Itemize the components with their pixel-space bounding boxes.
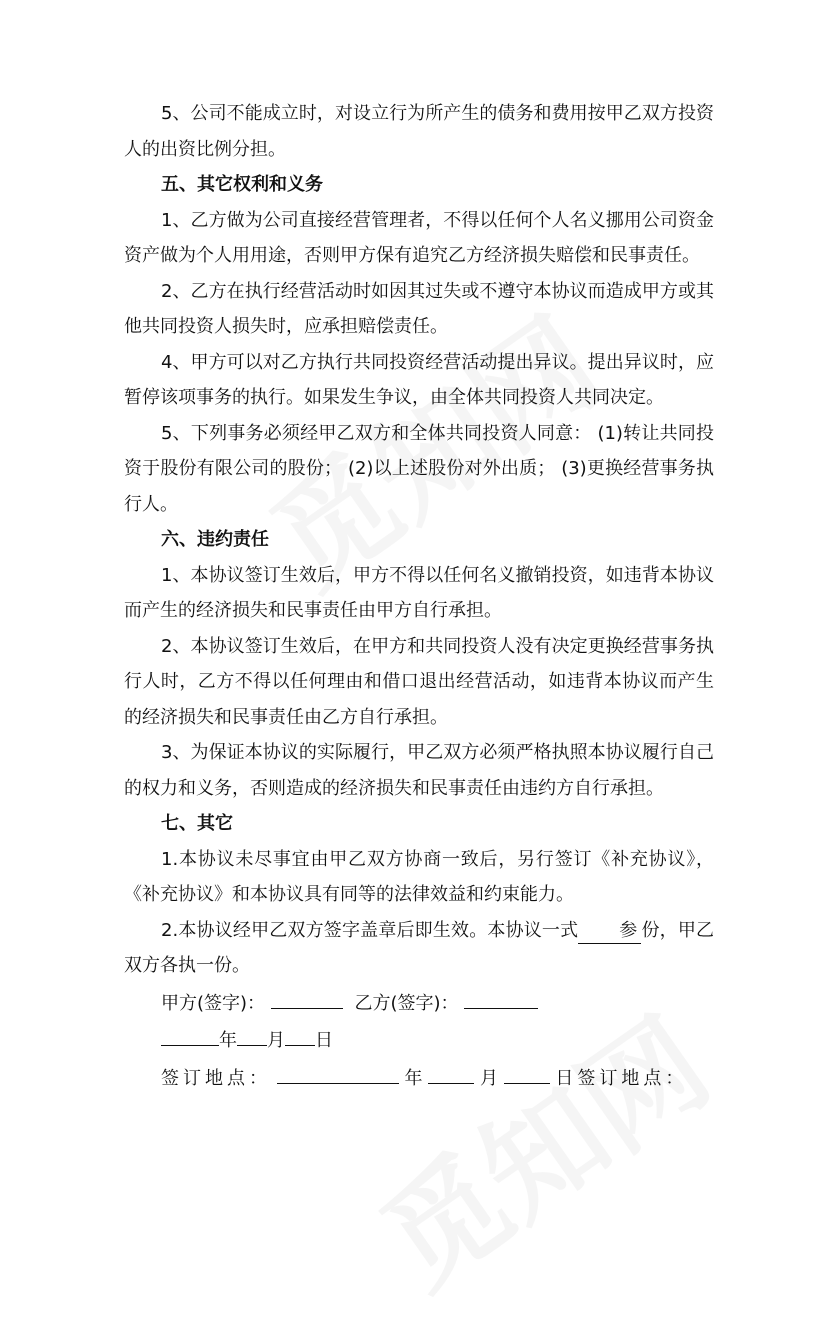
day-label: 日 <box>315 1030 333 1051</box>
clause-7-2-copies <box>124 913 714 984</box>
place-field[interactable] <box>277 1061 399 1084</box>
clause-6-2: 2、本协议签订生效后，在甲方和共同投资人没有决定更换经营事务执行人时，乙方不得以任何理由和借口退出经营活动，如违背本协议而产生的经济损失和民事责任由乙方自行承担。 <box>124 635 714 728</box>
clause-6-1: 1、本协议签订生效后，甲方不得以任何名义撤销投资，如违背本协议而产生的经济损失和民事责任由甲方自行承担。 <box>124 564 714 621</box>
place-year-label: 年 <box>404 1067 423 1089</box>
date-year-field[interactable] <box>161 1023 219 1046</box>
party-b-signature-field[interactable] <box>464 986 538 1009</box>
section-heading-5: 五、其它权利和义务 <box>161 174 323 195</box>
section-heading-7: 七、其它 <box>161 813 233 834</box>
date-month-field[interactable] <box>237 1023 267 1046</box>
year-label: 年 <box>219 1030 237 1051</box>
clause-5-2: 2、乙方在执行经营活动时如因其过失或不遵守本协议而造成甲方或其他共同投资人损失时，应承担赔偿责任。 <box>124 280 714 337</box>
party-a-signature-field[interactable] <box>271 986 343 1009</box>
copies-count-field[interactable]: 参 <box>578 919 641 944</box>
section-heading-6: 六、违约责任 <box>161 529 269 550</box>
date-day-field[interactable] <box>285 1023 315 1046</box>
date-line <box>124 1023 714 1059</box>
clause-6-3: 3、为保证本协议的实际履行，甲乙双方必须严格执照本协议履行自己的权力和义务，否则造成的经济损失和民事责任由违约方自行承担。 <box>124 742 714 799</box>
place-label: 签订地点： <box>161 1067 271 1089</box>
place-date-line <box>124 1061 714 1097</box>
clause-5-4: 4、甲方可以对乙方执行共同投资经营活动提出异议。提出异议时，应暂停该项事务的执行。如果发生争议，由全体共同投资人共同决定。 <box>124 351 714 408</box>
clause-5-dissolution: 5、公司不能成立时，对设立行为所产生的债务和费用按甲乙双方投资人的出资比例分担。 <box>124 103 714 160</box>
party-b-label: 乙方(签字)： <box>354 992 459 1014</box>
place-month-label: 月 <box>479 1067 498 1089</box>
signature-line <box>124 986 714 1022</box>
month-label: 月 <box>267 1030 285 1051</box>
copies-text-before: 2.本协议经甲乙双方签字盖章后即生效。本协议一式 <box>161 919 579 941</box>
clause-5-5: 5、下列事务必须经甲乙双方和全体共同投资人同意： (1)转让共同投资于股份有限公司的股份； (2)以上述股份对外出质； (3)更换经营事务执行人。 <box>124 422 714 515</box>
place-label-second: 日签订地点： <box>555 1067 688 1089</box>
document-body <box>124 96 714 1096</box>
place-month-field[interactable] <box>428 1061 474 1084</box>
copies-text-after: 份，甲乙双方各执一份。 <box>124 919 715 976</box>
clause-5-1: 1、乙方做为公司直接经营管理者，不得以任何个人名义挪用公司资金资产做为个人用用途，否则甲方保有追究乙方经济损失赔偿和民事责任。 <box>124 209 714 266</box>
clause-7-1: 1.本协议未尽事宜由甲乙双方协商一致后，另行签订《补充协议》，《补充协议》和本协议具有同等的法律效益和约束能力。 <box>124 848 714 905</box>
party-a-label: 甲方(签字)： <box>161 992 266 1014</box>
place-day-field[interactable] <box>504 1061 550 1084</box>
